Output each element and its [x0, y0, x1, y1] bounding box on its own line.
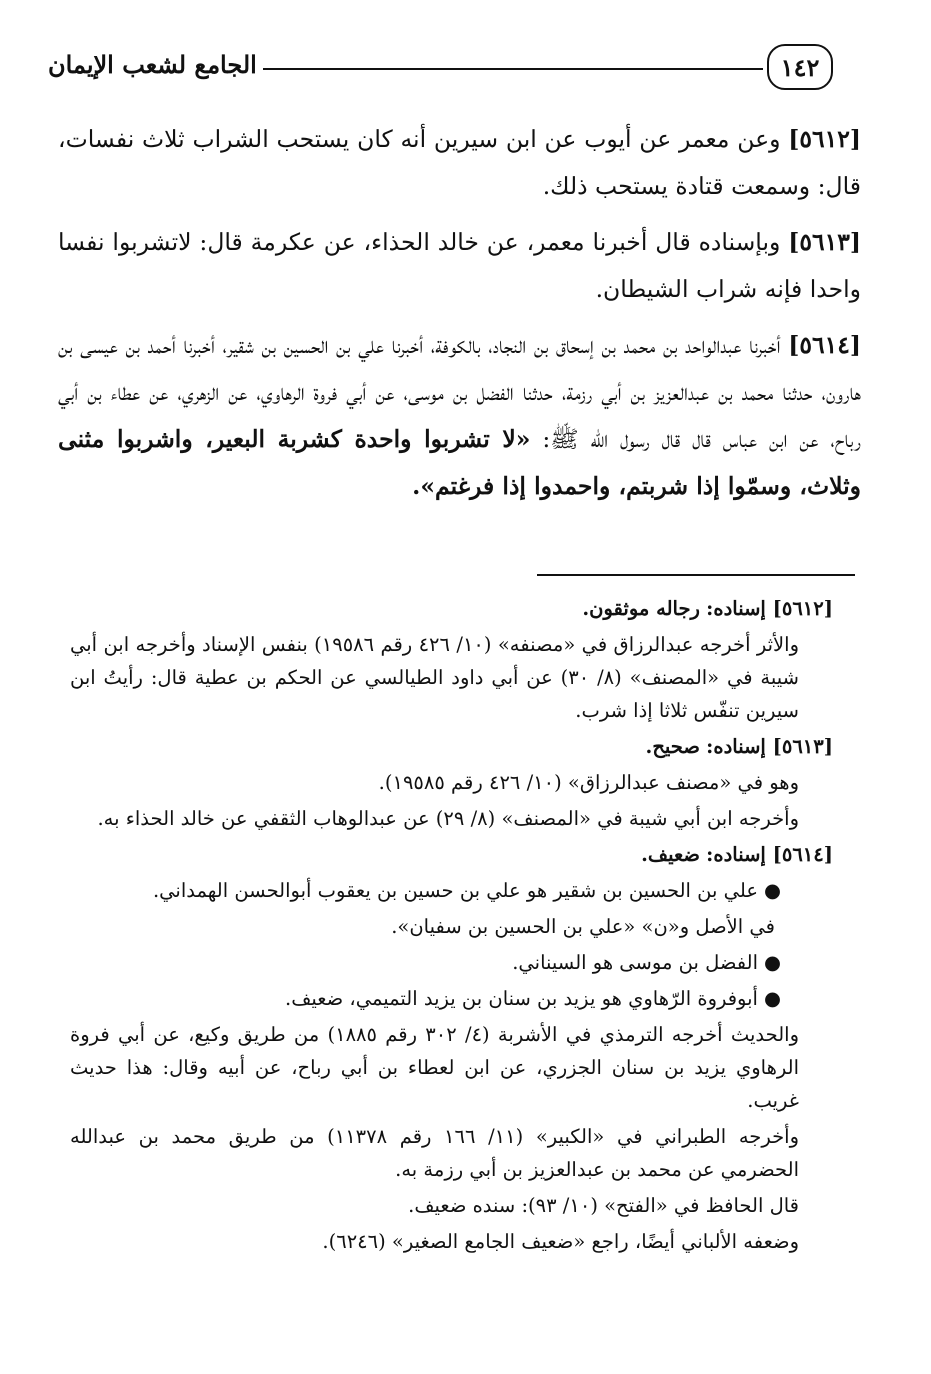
footnote-label: [٥٦١٤] إسناده:	[706, 843, 833, 866]
bullet-text: الفضل بن موسى هو السيناني.	[512, 951, 758, 974]
page-number: ١٤٢	[767, 44, 833, 90]
running-header	[48, 44, 833, 104]
bullet-icon: ●	[763, 951, 781, 974]
bullet-text: علي بن الحسين بن شقير هو علي بن حسين بن يعقوب أبوالحسن الهمداني.	[152, 879, 758, 902]
paragraph-text: وعن معمر عن أيوب عن ابن سيرين أنه كان يستحب الشراب ثلاث نفسات، قال: وسمعت قتادة يستحب ذلك.	[58, 125, 861, 200]
footnote-text: وأخرجه ابن أبي شيبة في «المصنف» (٨/ ٢٩) عن عبدالوهاب الثقفي عن خالد الحذاء به.	[97, 807, 799, 830]
paragraph-text: أخبرنا عبدالواحد بن محمد بن إسحاق بن النجاد، بالكوفة، أخبرنا علي بن الحسين بن شقير، أخبرنا أحمد بن عيسى بن هارون، حدثنا محمد بن عبدالعزيز بن أبي رزمة، حدثنا الفضل بن موسى، عن أبي فروة الرهاوي، عن الزهري، عن عطاء بن أبي رباح، عن ابن عباس قال قال رسول الله ﷺ:	[58, 331, 861, 453]
hadith-text: «لا تشربوا واحدة كشربة البعير، واشربوا مثنى وثلاث، وسمّوا إذا شربتم، واحمدوا إذا فرغتم».	[58, 425, 861, 500]
footnote-text: وضعفه الألباني أيضًا، راجع «ضعيف الجامع الصغير» (٦٢٤٦).	[322, 1230, 799, 1253]
bullet-item	[70, 982, 833, 1015]
footnote-text: قال الحافظ في «الفتح» (١٠/ ٩٣): سنده ضعيف.	[408, 1194, 799, 1217]
footnote-label: [٥٦١٢] إسناده:	[706, 597, 833, 620]
paragraph-5612	[58, 116, 861, 210]
footnote-text: وهو في «مصنف عبدالرزاق» (١٠/ ٤٢٦ رقم ١٩٥٨٥).	[378, 771, 799, 794]
paragraph-number: [٥٦١٢]	[788, 125, 861, 153]
footnote-text: وأخرجه الطبراني في «الكبير» (١١/ ١٦٦ رقم ١١٣٧٨) من طريق محمد بن عبدالله الحضرمي عن محمد بن عبدالعزيز بن أبي رزمة به.	[70, 1125, 799, 1181]
paragraph-5613	[58, 219, 861, 313]
bullet-item	[70, 874, 833, 907]
footnote-text: في الأصل و«ن» «علي بن الحسين بن سفيان».	[391, 915, 775, 938]
paragraph-number: [٥٦١٣]	[788, 228, 861, 256]
book-title: الجامع لشعب الإيمان	[48, 50, 257, 79]
footnote-grade: ضعيف.	[641, 843, 700, 866]
footnote-text: والأثر أخرجه عبدالرزاق في «مصنفه» (١٠/ ٤٢٦ رقم ١٩٥٨٦) بنفس الإسناد وأخرجه ابن أبي شيبة في «المصنف» (٨/ ٣٠) عن أبي داود الطيالسي عن الحكم بن عطية قال: رأيتُ ابن سيرين تنفّس ثلاثا إذا شرب.	[70, 633, 799, 722]
main-text	[58, 116, 861, 519]
footnote-text: والحديث أخرجه الترمذي في الأشربة (٤/ ٣٠٢ رقم ١٨٨٥) من طريق وكيع، عن أبي فروة الرهاوي يزيد بن سنان الجزري، عن ابن لعطاء بن أبي رباح، عن أبيه وقال: هذا حديث غريب.	[70, 1023, 799, 1112]
footnote-divider	[537, 574, 855, 576]
bullet-text: أبوفروة الرّهاوي هو يزيد بن سنان بن يزيد التميمي، ضعيف.	[285, 987, 758, 1010]
paragraph-number: [٥٦١٤]	[788, 331, 861, 359]
footnotes	[70, 592, 833, 1261]
footnote-grade: رجاله موثقون.	[582, 597, 700, 620]
bullet-icon: ●	[763, 987, 781, 1010]
header-rule	[263, 68, 763, 70]
footnote-grade: صحيح.	[645, 735, 700, 758]
bullet-item	[70, 946, 833, 979]
footnote-5613	[70, 730, 833, 763]
footnote-label: [٥٦١٣] إسناده:	[706, 735, 833, 758]
bullet-icon: ●	[763, 879, 781, 902]
paragraph-text: وبإسناده قال أخبرنا معمر، عن خالد الحذاء، عن عكرمة قال: لاتشربوا نفسا واحدا فإنه شراب الشيطان.	[58, 228, 861, 303]
footnote-5614	[70, 838, 833, 871]
footnote-5612	[70, 592, 833, 625]
paragraph-5614	[58, 322, 861, 510]
